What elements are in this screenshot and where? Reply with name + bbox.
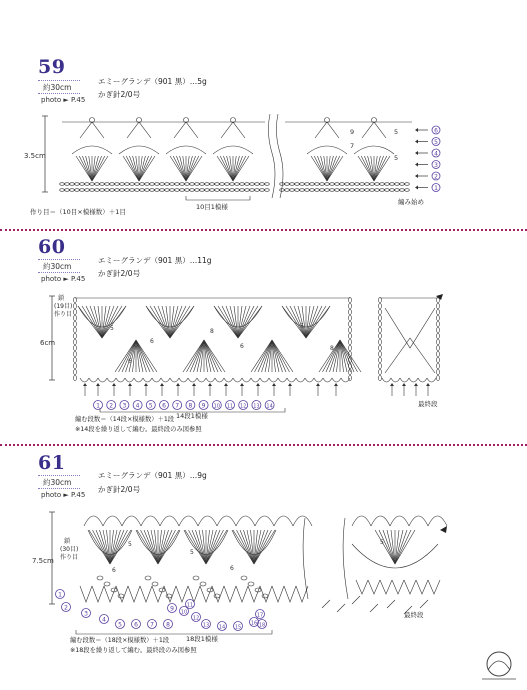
pattern-61-size: 約30cm [43, 478, 72, 487]
pattern-60-inner-num: 6 [240, 343, 244, 350]
pattern-60-number: 60 [38, 236, 66, 258]
pattern-59-row-markers [415, 126, 440, 192]
pattern-60-inner-num: 8 [330, 345, 334, 352]
pattern-60-row-number: 12 [240, 403, 247, 410]
pattern-61-row-number: 18 [258, 622, 266, 629]
pattern-61-row-number: 1 [58, 591, 62, 599]
pattern-61-yarn: エミーグランデ（901 黒）…9g [98, 471, 207, 480]
pattern-59-rule [38, 80, 80, 81]
pattern-60-row-number: 8 [188, 402, 193, 410]
pattern-59-row-label: 1 [434, 184, 438, 192]
pattern-59-inner-num: 7 [350, 142, 355, 150]
pattern-59-row-label: 2 [434, 173, 438, 181]
pattern-61-row-number: 17 [256, 612, 264, 619]
watermark-logo [476, 648, 522, 684]
pattern-61-inner-num: 5 [380, 539, 384, 546]
pattern-61-row-number: 9 [170, 605, 174, 613]
pattern-60-row-number: 3 [122, 402, 127, 410]
pattern-61-inner-num: 5 [128, 541, 132, 548]
pattern-59-number: 59 [38, 56, 66, 78]
pattern-60-size: 約30cm [43, 262, 72, 271]
pattern-61-row-number: 3 [84, 610, 88, 618]
pattern-61-row-number: 14 [218, 624, 226, 631]
pattern-59-row-label: 3 [434, 161, 438, 169]
pattern-61-row-number: 7 [150, 621, 154, 629]
pattern-60-inner-num: 5 [110, 325, 114, 332]
pattern-61-row-number: 2 [64, 604, 68, 612]
pattern-61-hook: かぎ針2/0号 [98, 485, 141, 494]
pattern-59-row-label: 6 [434, 127, 438, 135]
pattern-61-inner-num: 6 [230, 565, 234, 572]
pattern-59-row-label: 5 [434, 138, 438, 146]
pattern-60-stitch-art [74, 294, 444, 412]
pattern-60-row-number: 2 [109, 402, 114, 410]
pattern-60-row-number: 1 [96, 402, 100, 410]
pattern-60-row-number: 7 [175, 402, 180, 410]
pattern-59-size: 約30cm [43, 83, 72, 92]
pattern-59-diagram [0, 108, 527, 226]
pattern-61-diagram [0, 504, 527, 664]
pattern-60-note: ※14段を繰り返して編む。最終段のみ図参照 [75, 426, 202, 433]
pattern-59-start-label: 編み始め [398, 198, 424, 206]
pattern-61-chain-label: 鎖 [64, 538, 71, 545]
pattern-60-photo-ref: photo ► P.45 [41, 275, 86, 283]
pattern-60-inner-num: 6 [128, 358, 132, 365]
pattern-60-yarn: エミーグランデ（901 黒）…11g [98, 256, 212, 265]
pattern-61-inner-num: 5 [190, 549, 194, 556]
pattern-59-inner-num: 5 [394, 154, 399, 162]
pattern-61-row-number: 5 [118, 621, 122, 629]
pattern-60-last-row-label: 最終段 [418, 400, 438, 408]
pattern-60-rule [38, 259, 80, 260]
section-divider [0, 229, 527, 231]
pattern-61-row-numbers [56, 590, 267, 631]
section-divider [0, 444, 527, 446]
pattern-60-repeat-label: 14段1模様 [176, 412, 208, 420]
pattern-60-inner-num: 5 [300, 323, 304, 330]
pattern-60-row-number: 4 [135, 402, 140, 410]
pattern-60-row-number: 13 [253, 403, 260, 410]
pattern-61-row-number: 10 [180, 609, 188, 616]
pattern-61-row-number: 11 [186, 602, 194, 609]
pattern-61-photo-ref: photo ► P.45 [41, 491, 86, 499]
pattern-61-chain-label: 作り目 [60, 554, 79, 561]
pattern-60-row-number: 5 [148, 402, 153, 410]
pattern-60-row-number: 10 [213, 403, 220, 410]
pattern-60-row-number: 11 [226, 403, 234, 410]
pattern-60-inner-num: 6 [150, 338, 154, 345]
pattern-61-inner-num: 6 [112, 567, 116, 574]
pattern-59-photo-ref: photo ► P.45 [41, 96, 86, 104]
pattern-60-row-number: 14 [266, 403, 273, 410]
pattern-60-inner-num: 8 [210, 328, 214, 335]
pattern-61-row-number: 8 [166, 621, 170, 629]
pattern-60-row-number: 9 [201, 402, 206, 410]
pattern-59-hook: かぎ針2/0号 [98, 90, 141, 99]
pattern-61-rule [38, 475, 80, 476]
pattern-61-repeat-label: 18段1模様 [186, 635, 218, 643]
pattern-60-rule-2 [38, 272, 80, 273]
pattern-60-row-numbers [94, 401, 275, 410]
pattern-59-formula: 作り目＝（10目×模様数）＋1目 [30, 208, 126, 216]
pattern-59-repeat-label: 10目1模様 [196, 203, 228, 211]
pattern-61-row-number: 12 [192, 615, 200, 622]
pattern-61-row-number: 13 [202, 622, 210, 629]
pattern-61-row-number: 4 [102, 616, 106, 624]
pattern-60-chain-label: 作り目 [54, 311, 73, 318]
pattern-60-chain-label: 鎖 [58, 295, 65, 302]
pattern-61-height-label: 7.5cm [32, 557, 54, 565]
pattern-60-height-label: 6cm [40, 339, 56, 347]
pattern-61-note: ※18段を繰り返して編む。最終段のみ図参照 [70, 647, 197, 654]
pattern-59-inner-num: 5 [394, 128, 399, 136]
pattern-59-stitch-art [60, 114, 412, 200]
pattern-59-row-label: 4 [434, 150, 438, 158]
pattern-59-yarn: エミーグランデ（901 黒）…5g [98, 77, 207, 86]
pattern-61-row-number: 16 [250, 620, 258, 627]
pattern-61-formula: 編む段数＝（18段×模様数）＋1段 [70, 637, 170, 644]
pattern-61-chain-label: (30目) [60, 546, 79, 553]
pattern-59-rule-2 [38, 93, 80, 94]
pattern-61-last-row-label: 最終段 [404, 611, 424, 619]
pattern-60-hook: かぎ針2/0号 [98, 269, 141, 278]
pattern-61-number: 61 [38, 452, 66, 474]
pattern-61-row-number: 15 [234, 624, 242, 631]
pattern-60-diagram [0, 288, 527, 440]
pattern-60-formula: 編む段数＝（14段×模様数）＋1段 [75, 416, 175, 423]
pattern-60-row-number: 6 [162, 402, 166, 410]
pattern-59-height-label: 3.5cm [24, 152, 46, 160]
pattern-60-chain-label: (19目) [54, 303, 73, 310]
pattern-61-rule-2 [38, 488, 80, 489]
pattern-61-row-number: 6 [134, 621, 138, 629]
pattern-59-inner-num: 9 [350, 128, 355, 136]
